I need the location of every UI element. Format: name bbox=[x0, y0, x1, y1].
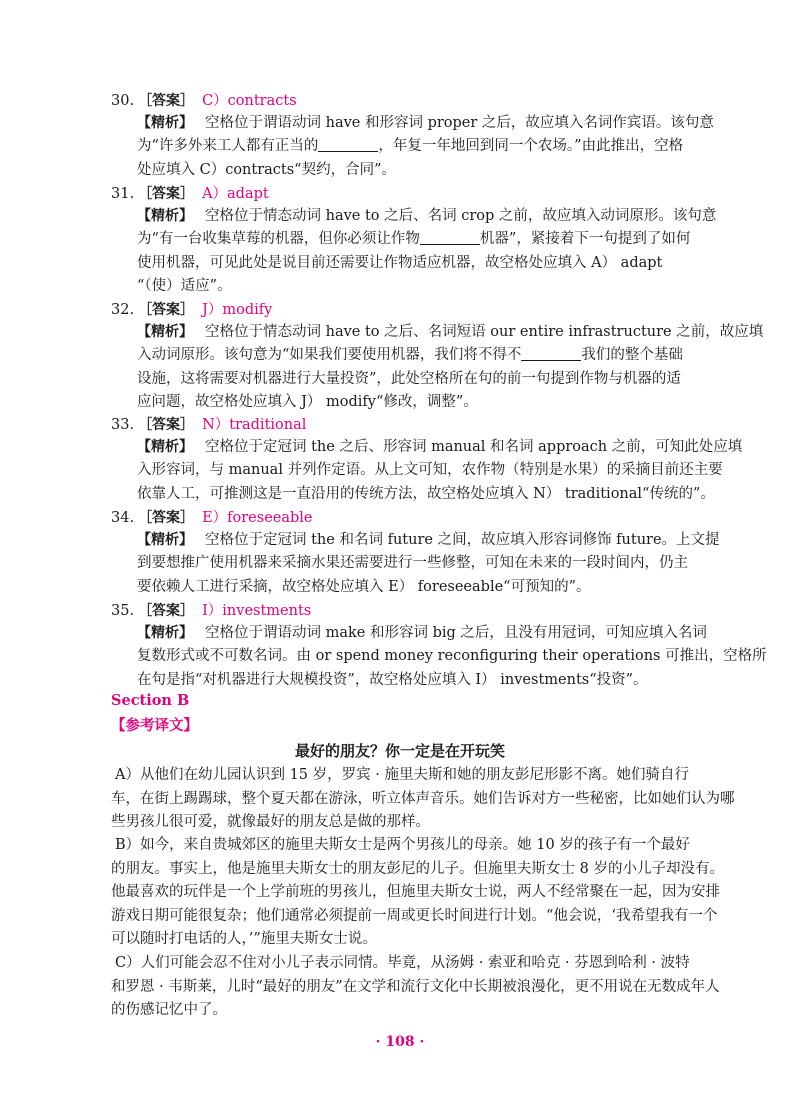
translation-paragraph bbox=[111, 764, 735, 835]
explanation-text: 空格位于定冠词 the 之后、形容词 manual 和名词 approach 之前，可知此处应填 bbox=[205, 439, 743, 455]
explanation-label: 【精析】 bbox=[137, 439, 193, 455]
question-number: 30. bbox=[111, 93, 135, 109]
answer-label: ［答案］ bbox=[138, 417, 195, 433]
explanation-line bbox=[137, 529, 731, 552]
explanation-line bbox=[137, 622, 731, 645]
question-number: 34. bbox=[111, 510, 135, 526]
explanation-line bbox=[137, 459, 731, 482]
explanation-line bbox=[137, 576, 731, 599]
explanation-text: 空格位于情态动词 have to 之后、名词短语 our entire infrastructure 之前，故应填 bbox=[205, 324, 764, 340]
explanation-line bbox=[137, 321, 764, 344]
question-number: 31. bbox=[111, 186, 135, 202]
section-heading: Section B bbox=[111, 692, 190, 709]
explanation-line bbox=[137, 669, 731, 692]
explanation-label: 【精析】 bbox=[137, 324, 193, 340]
explanation-text: 要依赖人工进行采摘，故空格处应填入 E） foreseeable“可预知的”。 bbox=[137, 578, 591, 595]
explanation-line bbox=[137, 275, 731, 298]
explanation-line bbox=[137, 252, 731, 275]
explanation-line bbox=[137, 483, 731, 506]
explanation-text: 入形容词，与 manual 并列作定语。从上文可知，农作物（特别是水果）的采摘目前还主要 bbox=[137, 462, 723, 479]
explanation bbox=[137, 436, 743, 506]
explanation bbox=[137, 622, 767, 692]
paragraph-line: 他最喜欢的玩伴是一个上学前班的男孩儿，但施里夫斯女士说，两人不经常聚在一起，因为安排 bbox=[111, 884, 720, 900]
answer-header bbox=[111, 183, 731, 205]
answer-header bbox=[111, 600, 731, 622]
explanation-text: 空格位于谓语动词 make 和形容词 big 之后，且没有用冠词，可知应填入名词 bbox=[205, 625, 707, 641]
answer-label: ［答案］ bbox=[138, 186, 195, 202]
answer-header bbox=[111, 90, 731, 112]
fill-blank bbox=[318, 137, 378, 152]
explanation-text: 处应填入 C）contracts“契约，合同”。 bbox=[137, 161, 397, 178]
paragraph-line: C）人们可能会忍不住对小儿子表示同情。毕竟，从汤姆 · 索亚和哈克 · 芬恩到哈利 · 波特 bbox=[115, 955, 690, 971]
explanation-text: 我们的整个基础 bbox=[581, 347, 683, 364]
answer-item bbox=[111, 507, 731, 599]
question-number: 32. bbox=[111, 302, 135, 318]
answer-header bbox=[111, 299, 731, 321]
explanation-text: ，年复一年地回到同一个农场。”由此推出，空格 bbox=[378, 138, 684, 155]
answer-value: E）foreseeable bbox=[202, 510, 313, 526]
explanation-text: 空格位于定冠词 the 和名词 future 之间，故应填入形容词修饰 future。上文提 bbox=[205, 532, 720, 548]
explanation bbox=[137, 321, 764, 414]
answer-item bbox=[111, 299, 764, 414]
paragraph-line: A）从他们在幼儿园认识到 15 岁，罗宾 · 施里夫斯和她的朋友彭尼形影不离。她们骑自行 bbox=[115, 767, 689, 783]
explanation-line bbox=[137, 645, 767, 668]
answer-value: A）adapt bbox=[202, 186, 269, 202]
paragraph-line: 可以随时打电话的人，’”施里夫斯女士说。 bbox=[111, 931, 377, 947]
explanation-label: 【精析】 bbox=[137, 208, 193, 224]
page-number: · 108 · bbox=[375, 1034, 425, 1050]
answer-item bbox=[111, 90, 731, 182]
fill-blank bbox=[420, 230, 480, 245]
translation-paragraph bbox=[111, 834, 724, 952]
answer-value: J）modify bbox=[202, 302, 273, 318]
explanation-text: “（使）适应”。 bbox=[137, 277, 232, 294]
explanation-line bbox=[137, 112, 731, 135]
paragraph-line: 和罗恩 · 韦斯莱，儿时“最好的朋友”在文学和流行文化中长期被浪漫化，更不用说在无数成年人 bbox=[111, 978, 720, 995]
answer-label: ［答案］ bbox=[138, 510, 195, 526]
explanation-text: 为“许多外来工人都有正当的 bbox=[137, 138, 319, 155]
paragraph-line: 车，在街上踢踢球，整个夏天都在游泳，听立体声音乐。她们告诉对方一些秘密，比如她们认为哪 bbox=[111, 790, 735, 807]
fill-blank bbox=[521, 346, 581, 361]
translation-title: 最好的朋友？你一定是在开玩笑 bbox=[294, 742, 505, 760]
explanation-text: 机器”，紧接着下一句提到了如何 bbox=[479, 231, 691, 248]
explanation-text: 复数形式或不可数名词。由 or spend money reconfiguring their operations 可推出，空格所 bbox=[137, 648, 767, 665]
paragraph-line: B）如今，来自贵城郊区的施里夫斯女士是两个男孩儿的母亲。她 10 岁的孩子有一个最好 bbox=[115, 837, 690, 853]
explanation-text: 入动词原形。该句意为“如果我们要使用机器，我们将不得不 bbox=[137, 347, 522, 364]
question-number: 35. bbox=[111, 603, 135, 619]
reference-translation-label: 【参考译文】 bbox=[111, 718, 198, 734]
explanation-line bbox=[137, 552, 731, 575]
question-number: 33. bbox=[111, 417, 135, 433]
explanation-text: 设施，这将需要对机器进行大量投资”，此处空格所在句的前一句提到作物与机器的适 bbox=[137, 370, 681, 387]
explanation-line bbox=[137, 135, 731, 158]
answer-value: C）contracts bbox=[202, 93, 297, 109]
explanation-label: 【精析】 bbox=[137, 625, 193, 641]
explanation-text: 应问题，故空格处应填入 J） modify“修改，调整”。 bbox=[137, 393, 478, 410]
answer-label: ［答案］ bbox=[138, 93, 195, 109]
explanation-line bbox=[137, 159, 731, 182]
explanation-line bbox=[137, 228, 731, 251]
explanation-text: 空格位于谓语动词 have 和形容词 proper 之后，故应填入名词作宾语。该句意 bbox=[205, 115, 714, 131]
answer-header bbox=[111, 414, 731, 436]
explanation-line bbox=[137, 391, 731, 414]
explanation-text: 依靠人工，可推测这是一直沿用的传统方法，故空格处应填入 N） traditional“传统的”。 bbox=[137, 485, 715, 502]
paragraph-line: 些男孩儿很可爱，就像最好的朋友总是做的那样。 bbox=[111, 814, 430, 830]
answer-value: N）traditional bbox=[202, 417, 307, 433]
explanation-text: 在句是指“对机器进行大规模投资”，故空格处应填入 I） investments“投资”。 bbox=[137, 671, 648, 688]
explanation-line bbox=[137, 368, 731, 391]
explanation bbox=[137, 112, 731, 182]
paragraph-line: 的朋友。事实上，他是施里夫斯女士的朋友彭尼的儿子。但施里夫斯女士 8 岁的小儿子却没有。 bbox=[111, 860, 724, 877]
explanation-text: 使用机器，可见此处是说目前还需要让作物适应机器，故空格处应填入 A） adapt bbox=[137, 254, 663, 271]
answer-value: I）investments bbox=[202, 603, 312, 619]
answer-header bbox=[111, 507, 731, 529]
explanation-text: 空格位于情态动词 have to 之后、名词 crop 之前，故应填入动词原形。该句意 bbox=[205, 208, 717, 224]
translation-paragraph bbox=[111, 952, 720, 1023]
answer-item bbox=[111, 183, 731, 298]
explanation-text: 为“有一台收集草莓的机器，但你必须让作物 bbox=[137, 231, 420, 248]
answer-item bbox=[111, 414, 743, 506]
answer-label: ［答案］ bbox=[138, 302, 195, 318]
answer-item bbox=[111, 600, 767, 692]
explanation-label: 【精析】 bbox=[137, 532, 193, 548]
explanation-line bbox=[137, 205, 731, 228]
paragraph-line: 游戏日期可能很复杂；他们通常必须提前一周或更长时间进行计划。“他会说，‘我希望我有一个 bbox=[111, 907, 718, 924]
explanation bbox=[137, 529, 731, 599]
explanation bbox=[137, 205, 731, 298]
explanation-label: 【精析】 bbox=[137, 115, 193, 131]
answer-label: ［答案］ bbox=[138, 603, 195, 619]
explanation-line bbox=[137, 436, 743, 459]
paragraph-line: 的伤感记忆中了。 bbox=[111, 1002, 227, 1018]
explanation-line bbox=[137, 344, 731, 367]
explanation-text: 到要想推广使用机器来采摘水果还需要进行一些修整，可知在未来的一段时间内，仍主 bbox=[137, 555, 688, 572]
